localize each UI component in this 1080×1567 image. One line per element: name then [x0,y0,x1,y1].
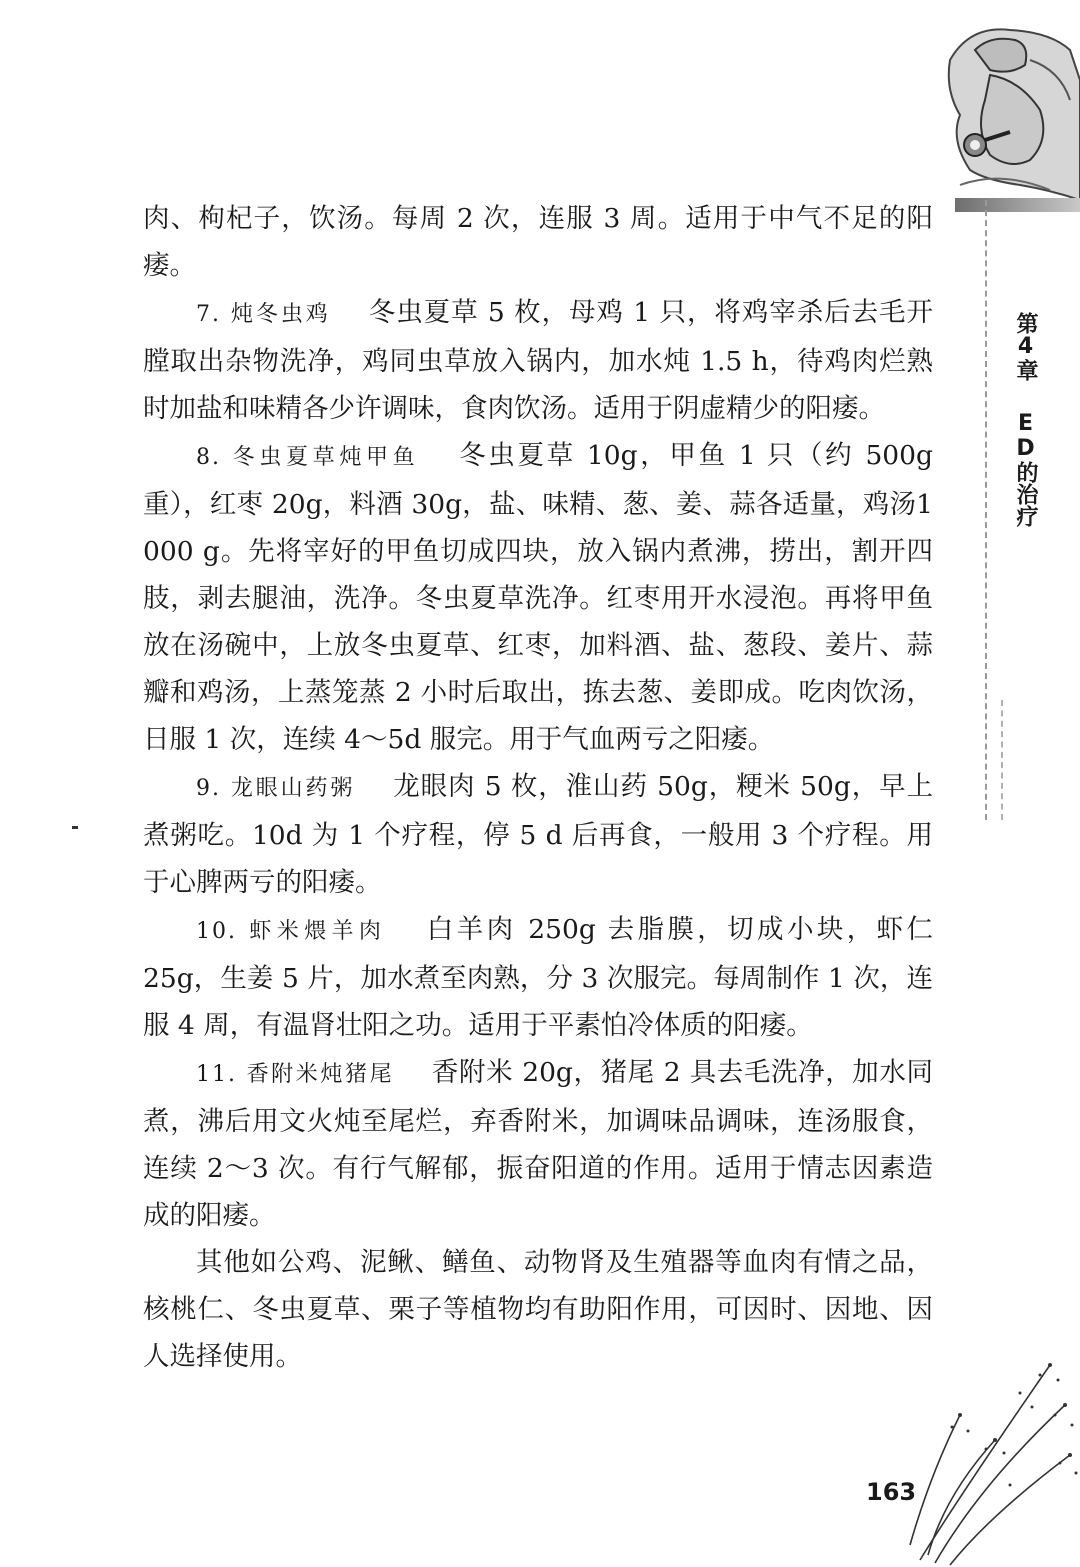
floral-sprigs-icon [900,1345,1080,1567]
closing-paragraph: 其他如公鸡、泥鳅、鳝鱼、动物肾及生殖器等血肉有情之品，核桃仁、冬虫夏草、栗子等植物均有助阳作用，可因时、因地、因人选择使用。 [143,1247,933,1372]
stray-mark [72,826,78,829]
chapter-topic: ED的治疗 [1013,411,1038,527]
recipe-body: 白羊肉 250g 去脂膜，切成小块，虾仁 25g，生姜 5 片，加水煮至肉熟，分 3 次服完。每周制作 1 次，连服 4 周，有温肾壮阳之功。适用于平素怕冷体质的阳痿。 [143,914,933,1041]
gutter-dashed-rule-secondary [1001,700,1003,820]
chapter-number: 第4章 [1013,312,1038,381]
recipe-body: 香附米 20g，猪尾 2 具去毛洗净，加水同煮，沸后用文火炖至尾烂，弃香附米，加调味品调味，连汤服食，连续 2～3 次。有行气解郁，振奋阳道的作用。适用于情志因素造成的阳痿。 [143,1057,933,1231]
intro-paragraph: 肉、枸杞子，饮汤。每周 2 次，连服 3 周。适用于中气不足的阳痿。 [143,203,933,281]
recipe-title: 10. 虾米煨羊肉 [196,919,387,944]
recipe-title: 8. 冬虫夏草炖甲鱼 [196,445,420,470]
recipe-title: 11. 香附米炖猪尾 [196,1062,395,1087]
recipe-8 [143,432,933,763]
recipe-body: 冬虫夏草 10g，甲鱼 1 只（约 500g重），红枣 20g，料酒 30g，盐、味精、葱、姜、蒜各适量，鸡汤1 000 g。先将宰好的甲鱼切成四块，放入锅内煮沸，捞出，割开四肢，剥去腿油，洗净。冬虫夏草洗净。红枣用开水浸泡。再将甲鱼放在汤碗中，上放冬虫夏草、红枣，加料酒、盐、葱段、姜片、蒜瓣和鸡汤，上蒸笼蒸 2 小时后取出，拣去葱、姜即成。吃肉饮汤，日服 1 次，连续 4～5d 服完。用于气血两亏之阳痿。 [143,440,933,755]
recipe-10 [143,906,933,1049]
muscular-figure-illustration-icon [930,20,1080,210]
body-text [143,195,933,1380]
recipe-title: 7. 炖冬虫鸡 [196,302,331,327]
recipe-title: 9. 龙眼山药粥 [196,776,356,801]
recipe-body: 龙眼肉 5 枚，淮山药 50g，粳米 50g，早上煮粥吃。10d 为 1 个疗程，停 5 d 后再食，一般用 3 个疗程。用于心脾两亏的阳痿。 [143,771,934,898]
recipe-7 [143,289,933,432]
gutter-dashed-rule [985,200,987,820]
recipe-9 [143,763,933,906]
chapter-tab [998,312,1038,527]
recipe-body: 冬虫夏草 5 枚，母鸡 1 只，将鸡宰杀后去毛开膛取出杂物洗净，鸡同虫草放入锅内，加水炖 1.5 h，待鸡肉烂熟时加盐和味精各少许调味，食肉饮汤。适用于阴虚精少的阳痿。 [143,297,934,424]
recipe-11 [143,1049,933,1239]
page-number: 163 [866,1478,917,1506]
gutter-shade-bar [955,198,1080,212]
